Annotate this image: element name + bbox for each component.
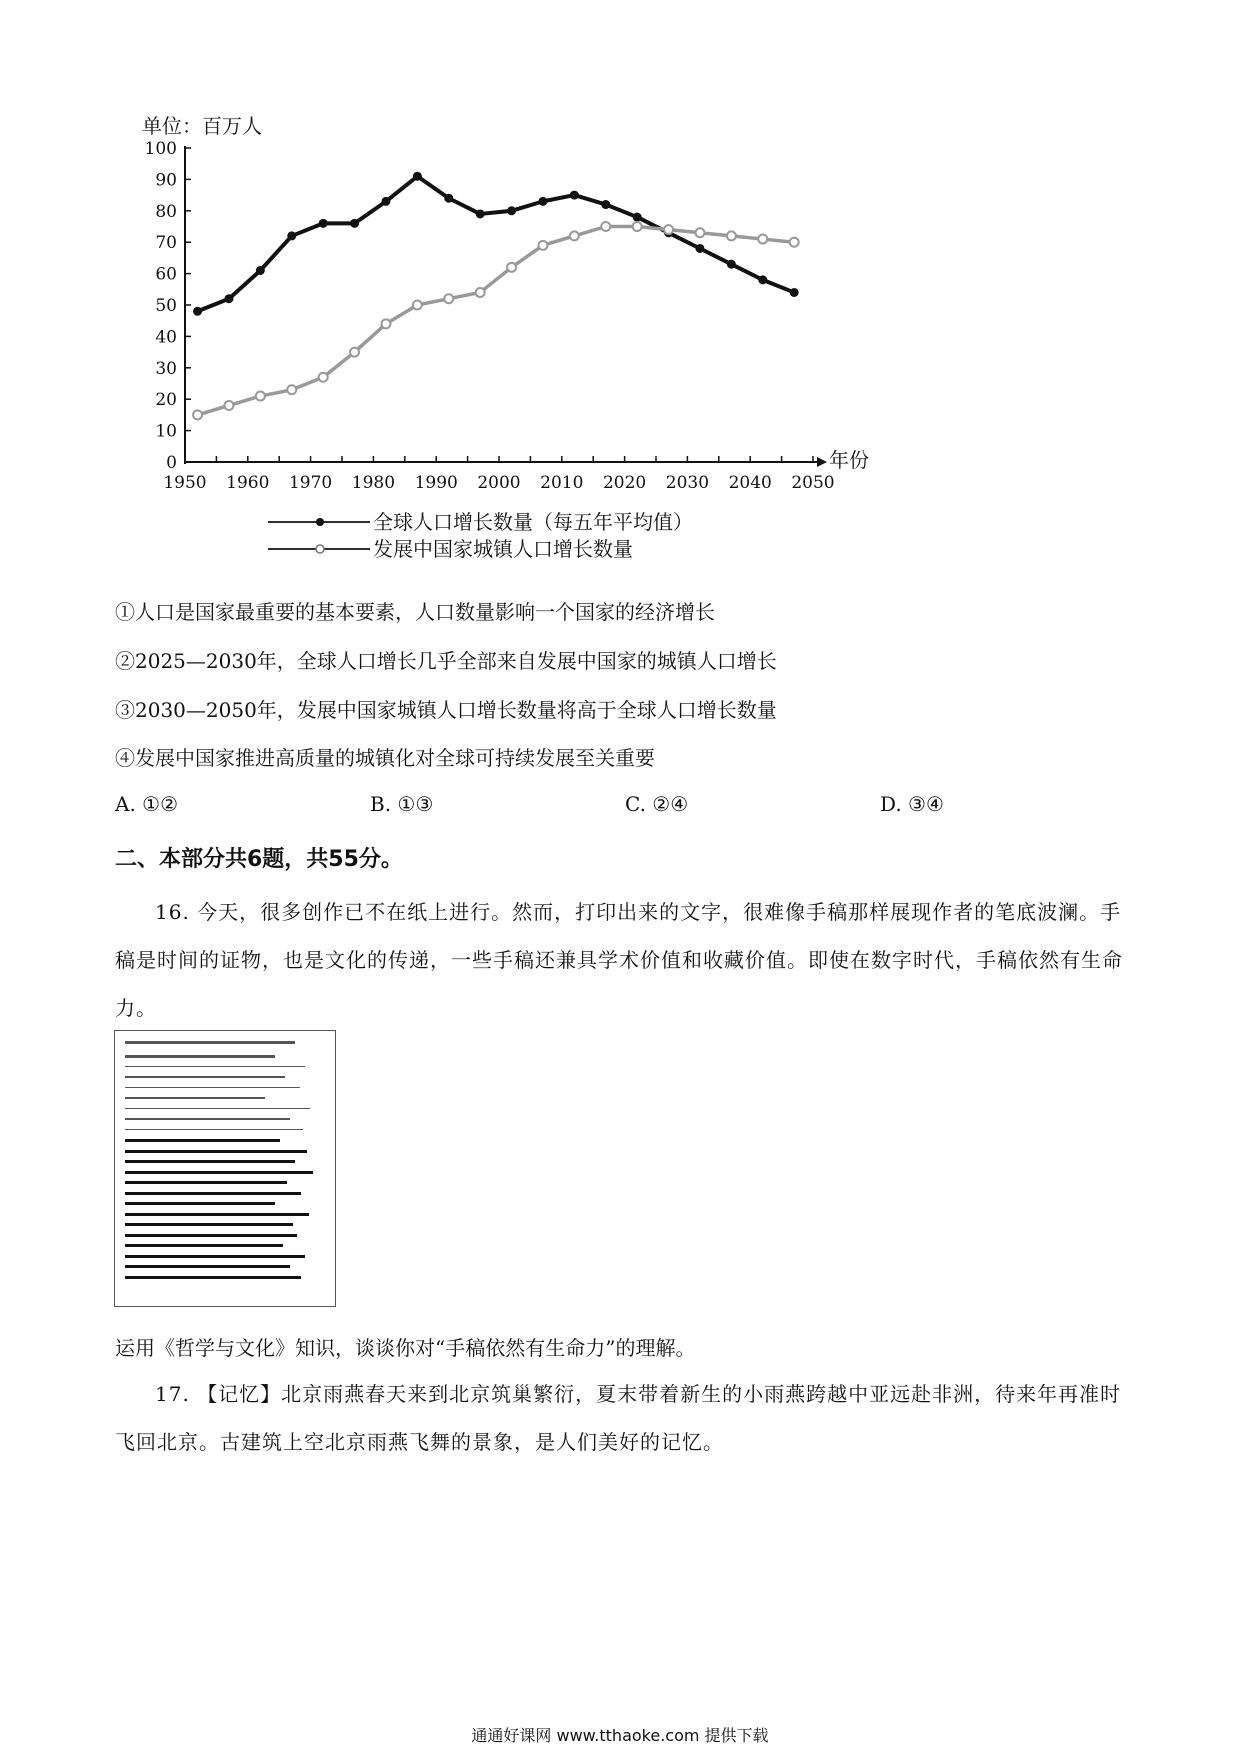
handwriting-stroke	[125, 1171, 313, 1174]
data-point-urban	[444, 294, 453, 303]
statement-3: ③2030—2050年，发展中国家城镇人口增长数量将高于全球人口增长数量	[115, 698, 777, 722]
data-point-urban	[413, 301, 422, 310]
x-axis-label: 年份	[829, 448, 869, 472]
handwriting-stroke	[125, 1150, 307, 1153]
data-point-urban	[664, 225, 673, 234]
handwriting-stroke	[125, 1129, 303, 1131]
handwriting-stroke	[125, 1213, 309, 1216]
y-tick-label: 0	[166, 453, 177, 473]
chart-axes	[145, 139, 869, 493]
y-tick-label: 100	[144, 139, 177, 159]
x-tick-label: 2040	[728, 473, 772, 493]
handwriting-stroke	[125, 1255, 305, 1258]
data-point-global	[633, 213, 642, 222]
handwriting-stroke	[125, 1087, 300, 1089]
handwriting-stroke	[125, 1234, 297, 1237]
q16-question: 运用《哲学与文化》知识，谈谈你对“手稿依然有生命力”的理解。	[115, 1336, 696, 1360]
handwriting-stroke	[125, 1223, 293, 1226]
data-point-urban	[790, 238, 799, 247]
data-point-urban	[476, 288, 485, 297]
legend-label: 全球人口增长数量（每五年平均值）	[373, 510, 693, 534]
handwriting-stroke	[125, 1202, 275, 1205]
data-point-global	[319, 219, 328, 228]
x-tick-label: 2030	[665, 473, 710, 493]
legend-marker-hollow	[316, 545, 324, 553]
data-point-urban	[727, 231, 736, 240]
x-tick-label: 2000	[477, 473, 521, 493]
handwriting-stroke	[125, 1160, 295, 1163]
chart-legend	[268, 510, 693, 561]
x-tick-label: 1980	[351, 473, 396, 493]
q16-text: 16. 今天，很多创作已不在纸上进行。然而，打印出来的文字，很难像手稿那样展现作者的笔底波澜。手稿是时间的证物，也是文化的传递，一些手稿还兼具学术价值和收藏价值。即使在数字时代，手稿依然有生命力。	[115, 900, 1123, 1020]
x-tick-label: 1950	[163, 473, 207, 493]
y-tick-label: 30	[155, 358, 177, 379]
y-tick-label: 40	[155, 327, 177, 348]
data-point-global	[476, 209, 485, 218]
option-b[interactable]: B. ①③	[370, 792, 434, 816]
y-tick-label: 20	[155, 390, 177, 411]
data-point-global	[256, 266, 265, 275]
data-point-global	[695, 244, 704, 253]
data-point-urban	[570, 231, 579, 240]
handwriting-stroke	[125, 1097, 265, 1099]
data-point-urban	[193, 410, 202, 419]
x-axis-arrow	[817, 457, 827, 467]
data-point-global	[790, 288, 799, 297]
handwriting-stroke	[125, 1276, 301, 1279]
chart-unit-label: 单位：百万人	[142, 114, 262, 138]
data-point-urban	[538, 241, 547, 250]
population-chart	[140, 100, 880, 570]
handwriting-stroke	[125, 1108, 310, 1110]
data-point-global	[758, 275, 767, 284]
handwriting-stroke	[125, 1066, 305, 1068]
x-tick-label: 1960	[226, 473, 270, 493]
x-tick-label: 2050	[791, 473, 835, 493]
data-point-global	[350, 219, 359, 228]
manuscript-image	[114, 1030, 336, 1307]
data-point-urban	[381, 319, 390, 328]
global-growth-line	[198, 176, 795, 311]
option-d[interactable]: D. ③④	[880, 792, 944, 816]
handwriting-stroke	[125, 1055, 275, 1058]
data-point-urban	[507, 263, 516, 272]
data-point-global	[413, 172, 422, 181]
data-point-global	[444, 194, 453, 203]
handwriting-stroke	[125, 1265, 290, 1268]
x-tick-label: 2010	[540, 473, 584, 493]
data-point-global	[193, 307, 202, 316]
urban-growth-line	[198, 227, 795, 415]
data-point-urban	[350, 348, 359, 357]
y-tick-label: 90	[155, 170, 177, 191]
handwriting-stroke	[125, 1192, 301, 1195]
data-point-global	[224, 294, 233, 303]
data-point-urban	[633, 222, 642, 231]
handwriting-stroke	[125, 1181, 287, 1184]
y-tick-label: 50	[155, 296, 177, 316]
legend-label: 发展中国家城镇人口增长数量	[373, 537, 633, 561]
chart-series	[193, 172, 799, 420]
y-tick-label: 60	[155, 264, 177, 285]
x-tick-label: 1990	[414, 473, 458, 493]
page-footer: 通通好课网 www.tthaoke.com 提供下载	[471, 1726, 769, 1745]
data-point-global	[570, 191, 579, 200]
handwriting-stroke	[125, 1076, 285, 1078]
handwriting-stroke	[125, 1139, 280, 1142]
data-point-urban	[256, 392, 265, 401]
data-point-global	[287, 231, 296, 240]
handwriting-stroke	[125, 1041, 295, 1044]
statement-2: ②2025—2030年，全球人口增长几乎全部来自发展中国家的城镇人口增长	[115, 649, 777, 673]
data-point-global	[601, 200, 610, 209]
section-title: 二、本部分共6题，共55分。	[115, 847, 403, 872]
legend-marker-filled	[316, 518, 324, 526]
data-point-global	[507, 206, 516, 215]
data-point-urban	[319, 373, 328, 382]
y-tick-label: 80	[155, 201, 177, 222]
x-tick-label: 2020	[602, 473, 647, 493]
data-point-urban	[287, 385, 296, 394]
handwriting-stroke	[125, 1118, 290, 1120]
x-tick-label: 1970	[288, 473, 333, 493]
statement-1: ①人口是国家最重要的基本要素，人口数量影响一个国家的经济增长	[115, 600, 715, 624]
handwriting-stroke	[125, 1244, 283, 1247]
data-point-urban	[695, 228, 704, 237]
statement-4: ④发展中国家推进高质量的城镇化对全球可持续发展至关重要	[115, 746, 655, 770]
data-point-global	[727, 260, 736, 269]
data-point-global	[381, 197, 390, 206]
data-point-global	[538, 197, 547, 206]
y-tick-label: 10	[155, 421, 177, 442]
option-a[interactable]: A. ①②	[115, 792, 179, 816]
data-point-urban	[758, 235, 767, 244]
data-point-urban	[601, 222, 610, 231]
y-tick-label: 70	[155, 233, 177, 254]
q17-text: 17. 【记忆】北京雨燕春天来到北京筑巢繁衍，夏末带着新生的小雨燕跨越中亚远赴非洲，待来年再准时飞回北京。古建筑上空北京雨燕飞舞的景象，是人们美好的记忆。	[115, 1382, 1122, 1454]
option-c[interactable]: C. ②④	[625, 792, 689, 816]
data-point-urban	[224, 401, 233, 410]
